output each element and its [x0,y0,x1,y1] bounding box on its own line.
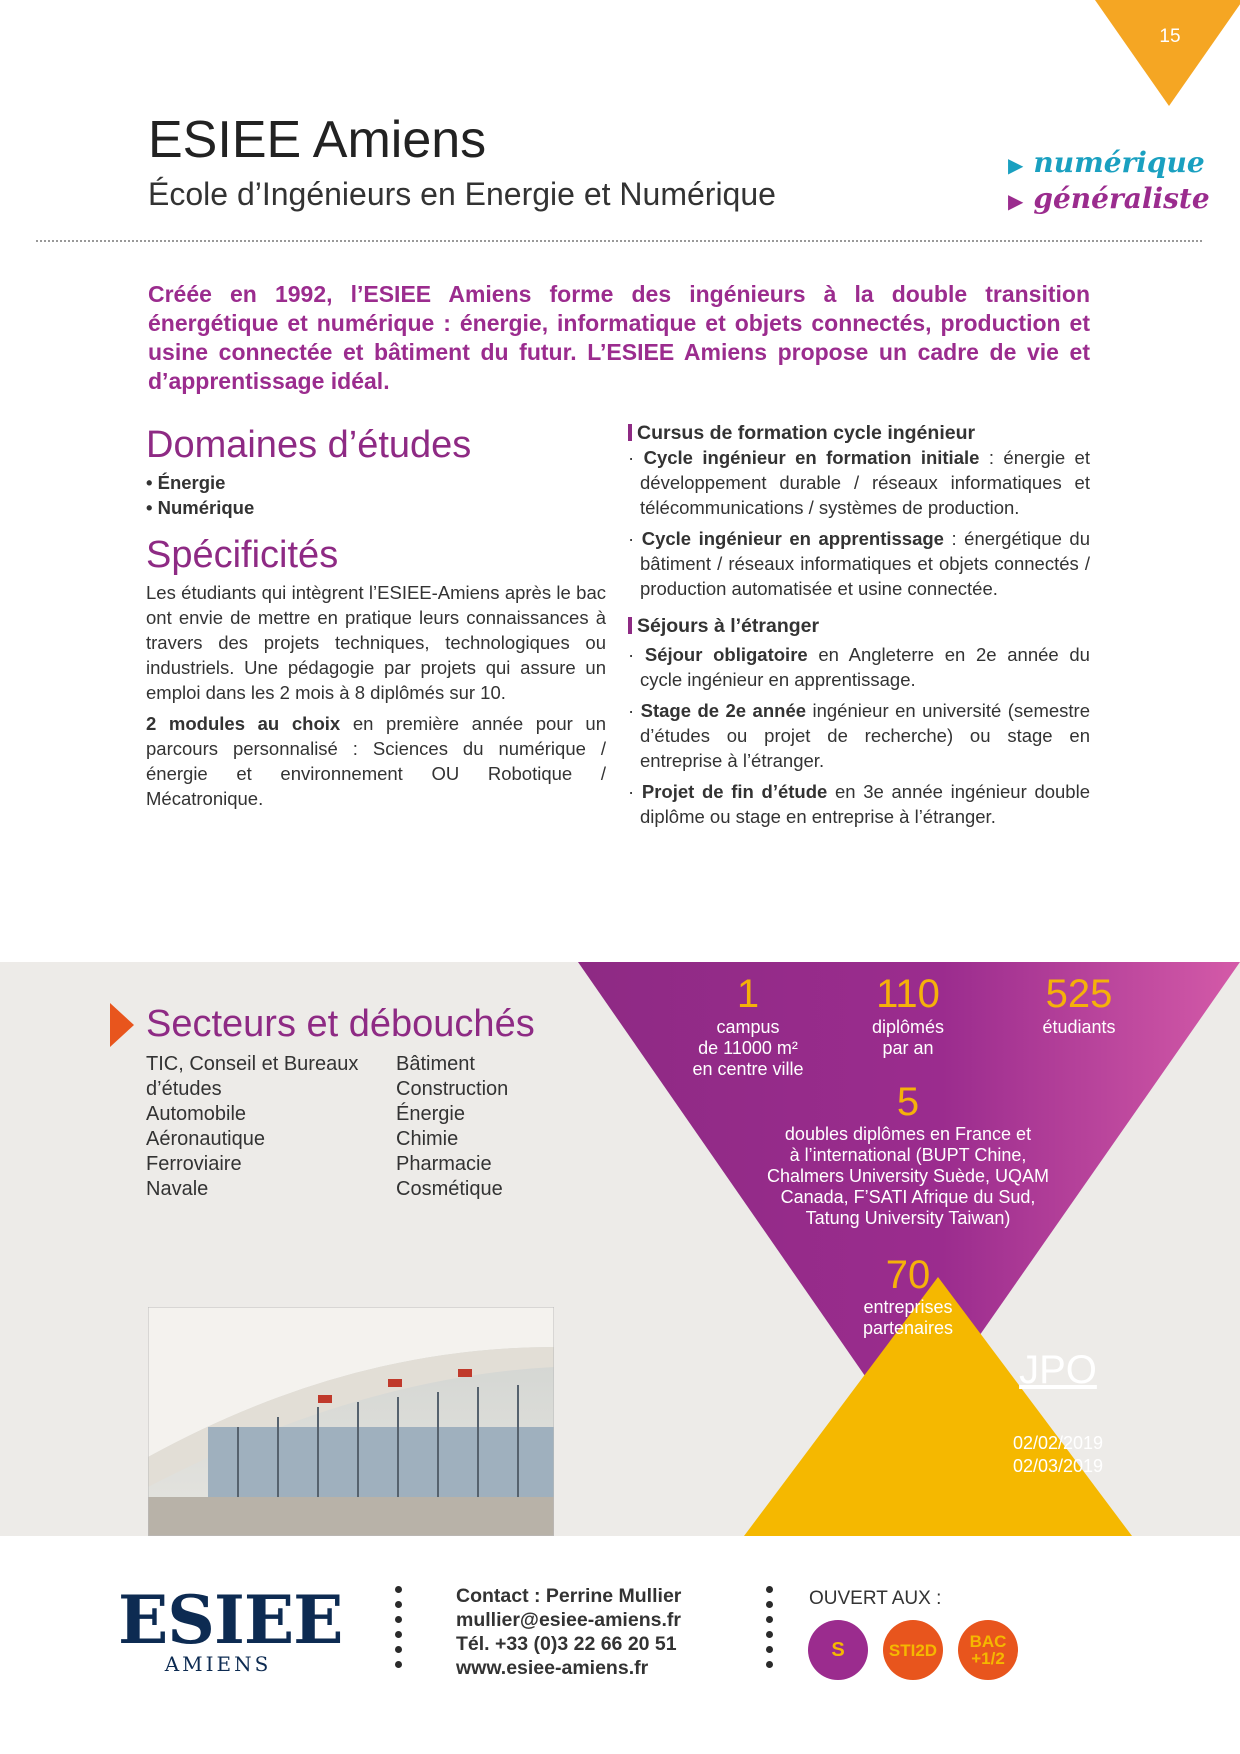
modules-bold: 2 modules au choix [146,713,341,734]
cursus-item: · Cycle ingénieur en apprentissage : énergétique du bâtiment / réseaux informatiques et objets connectés / production automatisée et usine connectée. [628,528,1090,599]
stat-label-line: entreprises [863,1297,953,1317]
stat-label-line: de 11000 m² [698,1038,798,1058]
stat-label-line: à l’international (BUPT Chine, [789,1145,1027,1165]
triangle-right-icon: ▶ [1008,189,1024,213]
stat-doubles-diplomes [738,1082,1078,1229]
sejours-heading-text: Séjours à l’étranger [637,615,820,637]
cursus-item-text: : énergétique du bâtiment / réseaux informatiques et objets connectés / production automatisée et usine connectée. [640,528,1090,599]
dotted-separator [766,1586,776,1676]
list-item: Aéronautique [146,1128,265,1150]
jpo-title: JPO [1019,1348,1097,1392]
stat-label-line: Chalmers University Suède, UQAM [766,1166,1050,1186]
stat-value: 1 [736,972,760,1016]
list-item: • Énergie [146,472,226,493]
list-item: Chimie [396,1128,459,1150]
cursus-item-title: Cycle ingénieur en formation initiale [643,447,980,468]
stat-value: 5 [896,1080,920,1124]
contact-block [456,1584,681,1680]
stat-label-line: campus [716,1017,780,1037]
jpo-date: 02/03/2019 [1012,1456,1104,1476]
stat-label [838,1297,978,1339]
contact-website[interactable]: www.esiee-amiens.fr [456,1657,649,1679]
list-item: Pharmacie [396,1153,492,1175]
sejours-item-text: en Angleterre en 2e année du cycle ingénieur en apprentissage. [640,644,1090,690]
stat-label-line: par an [882,1038,934,1058]
stat-label-line: Canada, F’SATI Afrique du Sud, [780,1187,1036,1207]
list-item: • Numérique [146,497,255,518]
list-item: Automobile [146,1103,247,1125]
sejours-item: · Stage de 2e année ingénieur en université (semestre d’études ou projet de recherche) ou stage en entreprise à l’étranger. [628,700,1090,771]
page-subtitle: École d’Ingénieurs en Energie et Numérique [148,176,776,212]
sejours-item: · Projet de fin d’étude en 3e année ingénieur double diplôme ou stage en entreprise à l’étranger. [628,781,1090,827]
stat-label [1009,1017,1149,1038]
dotted-separator [395,1586,405,1676]
cursus-item-text: : énergie et développement durable / réseaux informatiques et télécommunications / systèmes de production. [640,447,1090,518]
logo-main: ESIEE [118,1581,343,1659]
secteurs-heading: Secteurs et débouchés [146,1003,535,1045]
list-item: TIC, Conseil et Bureaux [146,1053,359,1075]
jpo-date: 02/02/2019 [1012,1433,1104,1453]
secteurs-column-2 [396,1052,508,1202]
logo-sub: AMIENS [164,1652,272,1676]
intro-paragraph: Créée en 1992, l’ESIEE Amiens forme des ingénieurs à la double transition énergétique et numérique : énergie, informatique et objets connectés, production et usine connectée et bâtiment du futur. L’ESIEE Amiens propose un cadre de vie et d’apprentissage idéal. [148,281,1090,394]
stat-label [838,1017,978,1059]
stat-value: 110 [876,972,940,1016]
esiee-logo [118,1581,343,1676]
stat-campus [678,974,818,1080]
stat-value: 525 [1045,972,1113,1016]
list-item: d’études [146,1078,222,1100]
sejours-item: · Séjour obligatoire en Angleterre en 2e année du cycle ingénieur en apprentissage. [628,644,1090,690]
badge-sti2d: STI2D [883,1620,943,1680]
ouvert-label: OUVERT AUX : [809,1588,942,1609]
stat-label-line: doubles diplômes en France et [784,1124,1032,1144]
list-item: Énergie [396,1103,465,1125]
tag-label: numérique [1033,146,1205,179]
domaines-heading: Domaines d’études [146,424,472,466]
specificites-heading: Spécificités [146,534,339,576]
arrow-flag-icon [110,1003,134,1047]
badge-s: S [808,1620,868,1680]
list-item: Cosmétique [396,1178,503,1200]
cursus-item-title: Cycle ingénieur en apprentissage [641,528,944,549]
stat-label-line: en centre ville [692,1059,804,1079]
secteurs-column-1 [146,1052,358,1202]
page-number: 15 [1159,26,1181,47]
stat-label-line: étudiants [1042,1017,1116,1037]
list-item: Bâtiment [396,1053,475,1075]
campus-photo [148,1307,554,1536]
stat-diplomes [838,974,978,1059]
list-item: Navale [146,1178,209,1200]
cursus-item: · Cycle ingénieur en formation initiale : énergie et développement durable / réseaux informatiques et télécommunications / systèmes de production. [628,447,1090,518]
cursus-heading-text: Cursus de formation cycle ingénieur [637,422,976,444]
stat-label-line: Tatung University Taiwan) [805,1208,1011,1228]
stat-entreprises [838,1255,978,1339]
modules-text: en première année pour un parcours personnalisé : Sciences du numérique / énergie et environnement OU Robotique / Mécatronique. [146,713,607,809]
list-item: Ferroviaire [146,1153,242,1175]
badge-bac: BAC +1/2 [958,1620,1018,1680]
stat-etudiants [1009,974,1149,1038]
stat-label-line: diplômés [871,1017,945,1037]
contact-email[interactable]: mullier@esiee-amiens.fr [456,1609,681,1631]
contact-name: Contact : Perrine Mullier [456,1585,682,1607]
sejours-item-text: ingénieur en université (semestre d’études ou projet de recherche) ou stage en entreprise à l’étranger. [640,700,1090,771]
specificites-paragraph-1: Les étudiants qui intègrent l’ESIEE-Amiens après le bac ont envie de mettre en pratique leurs connaissances à travers des projets techniques, technologiques ou industriels. Une pédagogie par projets qui assure un emploi dans les 2 mois à 8 diplômés sur 10. [146,582,606,703]
contact-phone: Tél. +33 (0)3 22 66 20 51 [456,1633,677,1655]
sejours-item-text: en 3e année ingénieur double diplôme ou stage en entreprise à l’étranger. [640,781,1090,827]
stat-label [678,1017,818,1080]
list-item: Construction [396,1078,509,1100]
triangle-right-icon: ▶ [1008,153,1024,177]
sejours-item-title: Projet de fin d’étude [641,781,828,802]
tag-label: généraliste [1033,182,1210,215]
stat-value: 70 [885,1253,931,1297]
jpo-dates [978,1432,1138,1478]
page-title: ESIEE Amiens [148,111,487,169]
stat-label [738,1124,1078,1229]
sejours-item-title: Séjour obligatoire [644,644,808,665]
stat-label-line: partenaires [862,1318,954,1338]
sejours-item-title: Stage de 2e année [640,700,807,721]
